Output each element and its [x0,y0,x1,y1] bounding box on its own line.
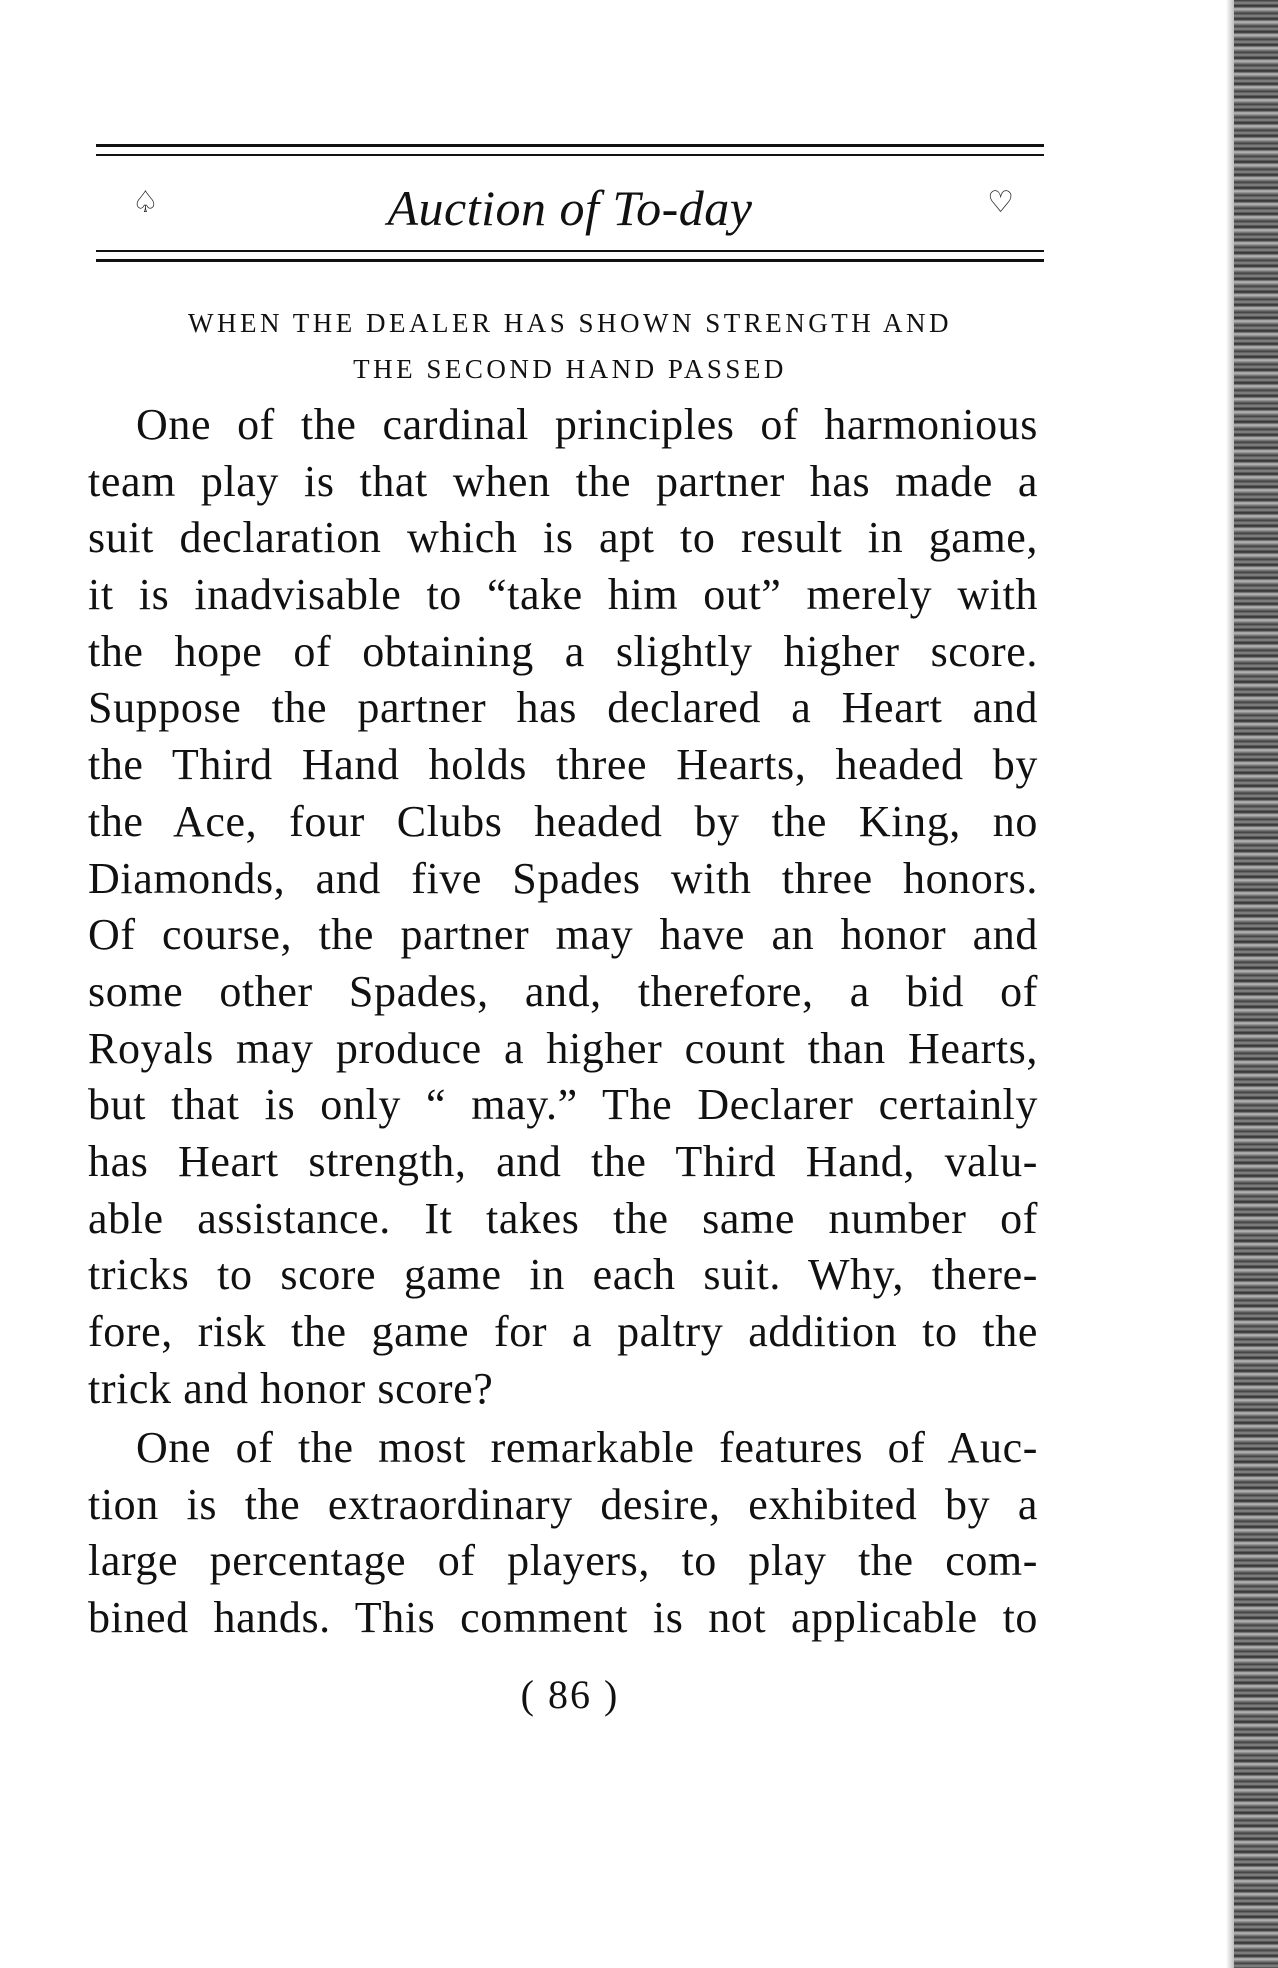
text-line: tricks to score game in each suit. Why, there- [88,1250,1038,1300]
text-line: suit declaration which is apt to result in game, [88,513,1038,563]
scanned-page-edge [1234,0,1278,1968]
heart-outline-icon: ♡ [987,185,1014,220]
text-line: trick and honor score? [88,1363,494,1413]
text-line: has Heart strength, and the Third Hand, valu- [88,1136,1038,1186]
text-line: Royals may produce a higher count than Hearts, [88,1023,1038,1073]
text-line: the hope of obtaining a slightly higher score. [88,626,1038,676]
text-line: some other Spades, and, therefore, a bid of [88,966,1038,1016]
text-line: Of course, the partner may have an honor and [88,910,1038,960]
text-line: Diamonds, and five Spades with three honors. [88,853,1038,903]
running-header [96,168,1044,248]
text-line: One of the cardinal principles of harmonious [136,400,1038,449]
paragraph-1 [88,397,1038,1417]
header-rule-bottom-thick [96,259,1044,262]
running-title: Auction of To-day [387,180,753,236]
text-line: large percentage of players, to play the com- [88,1536,1038,1586]
paragraph-2 [88,1420,1038,1647]
text-line: One of the most remarkable features of Auc- [136,1423,1038,1472]
text-line: the Ace, four Clubs headed by the King, no [88,796,1038,846]
text-line: but that is only “ may.” The Declarer certainly [88,1080,1038,1130]
text-line: team play is that when the partner has made a [88,456,1038,506]
header-rule-bottom-thin [96,250,1044,252]
text-line: fore, risk the game for a paltry addition to the [88,1307,1038,1356]
page-number: ( 86 ) [520,1672,620,1717]
header-rule-top-thin [96,154,1044,156]
spade-outline-icon: ♤ [132,185,159,220]
text-line: Suppose the partner has declared a Heart and [88,683,1038,733]
text-line: tion is the extraordinary desire, exhibited by a [88,1479,1038,1529]
text-line: bined hands. This comment is not applicable to [88,1593,1038,1643]
text-line: the Third Hand holds three Hearts, headed by [88,740,1038,790]
section-heading-line-1: WHEN THE DEALER HAS SHOWN STRENGTH AND [188,308,952,338]
text-line: it is inadvisable to “take him out” merely with [88,570,1038,620]
text-line: able assistance. It takes the same number of [88,1193,1038,1243]
header-rule-top-thick [96,144,1044,147]
section-heading-line-2: THE SECOND HAND PASSED [353,354,787,384]
